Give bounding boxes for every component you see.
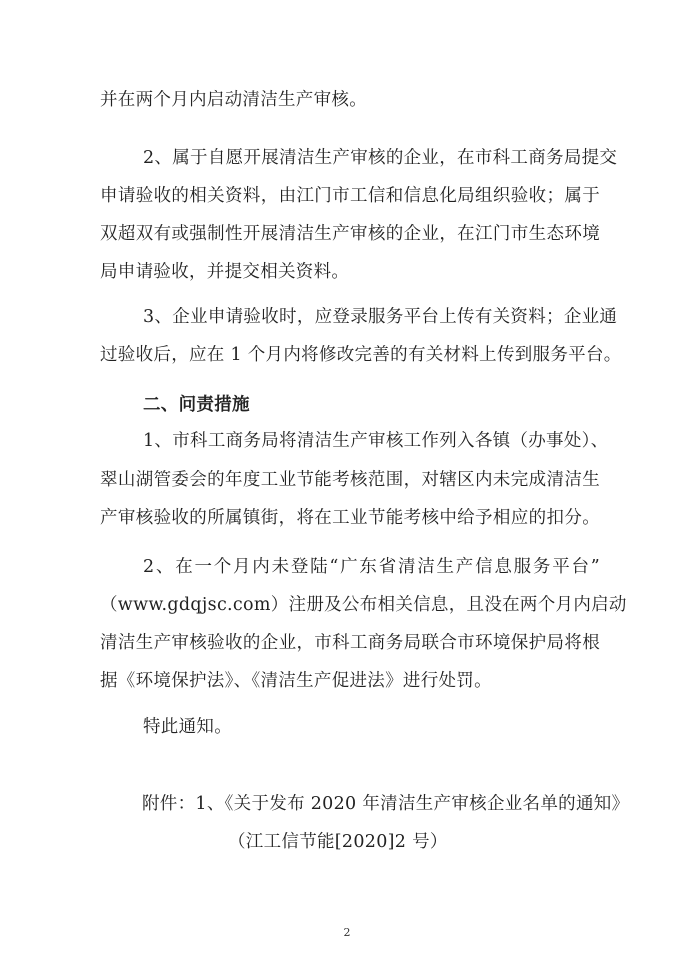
para-1-line-1: 并在两个月内启动清洁生产审核。 (100, 90, 367, 110)
para-2-line-3: 双超双有或强制性开展清洁生产审核的企业，在江门市生态环境 (100, 224, 600, 244)
attachment-line-1: 附件：1、《关于发布 2020 年清洁生产审核企业名单的通知》 (142, 794, 630, 814)
para-5-line-2: （www.gdqjsc.com）注册及公布相关信息，且没在两个月内启动 (100, 595, 627, 615)
closing-notice: 特此通知。 (143, 717, 232, 737)
para-3-line-1: 3、企业申请验收时，应登录服务平台上传有关资料；企业通 (143, 307, 618, 327)
para-4-line-3: 产审核验收的所属镇街，将在工业节能考核中给予相应的扣分。 (100, 508, 600, 528)
section-heading: 二、问责措施 (143, 395, 250, 415)
para-3-line-2: 过验收后，应在 1 个月内将修改完善的有关材料上传到服务平台。 (100, 345, 622, 365)
para-2-line-4: 局申请验收，并提交相关资料。 (100, 262, 350, 282)
para-5-line-4: 据《环境保护法》、《清洁生产促进法》进行处罚。 (100, 671, 492, 691)
attachment-line-2: （江工信节能[2020]2 号） (228, 832, 448, 852)
para-5-line-1: 2、在一个月内未登陆“广东省清洁生产信息服务平台” (143, 557, 600, 577)
para-4-line-1: 1、市科工商务局将清洁生产审核工作列入各镇（办事处）、 (143, 431, 609, 451)
para-2-line-1: 2、属于自愿开展清洁生产审核的企业，在市科工商务局提交 (143, 148, 618, 168)
para-2-line-2: 申请验收的相关资料，由江门市工信和信息化局组织验收；属于 (100, 186, 600, 206)
para-4-line-2: 翠山湖管委会的年度工业节能考核范围，对辖区内未完成清洁生 (100, 470, 600, 490)
page-number: 2 (343, 926, 351, 939)
para-5-line-3: 清洁生产审核验收的企业，市科工商务局联合市环境保护局将根 (100, 633, 600, 653)
